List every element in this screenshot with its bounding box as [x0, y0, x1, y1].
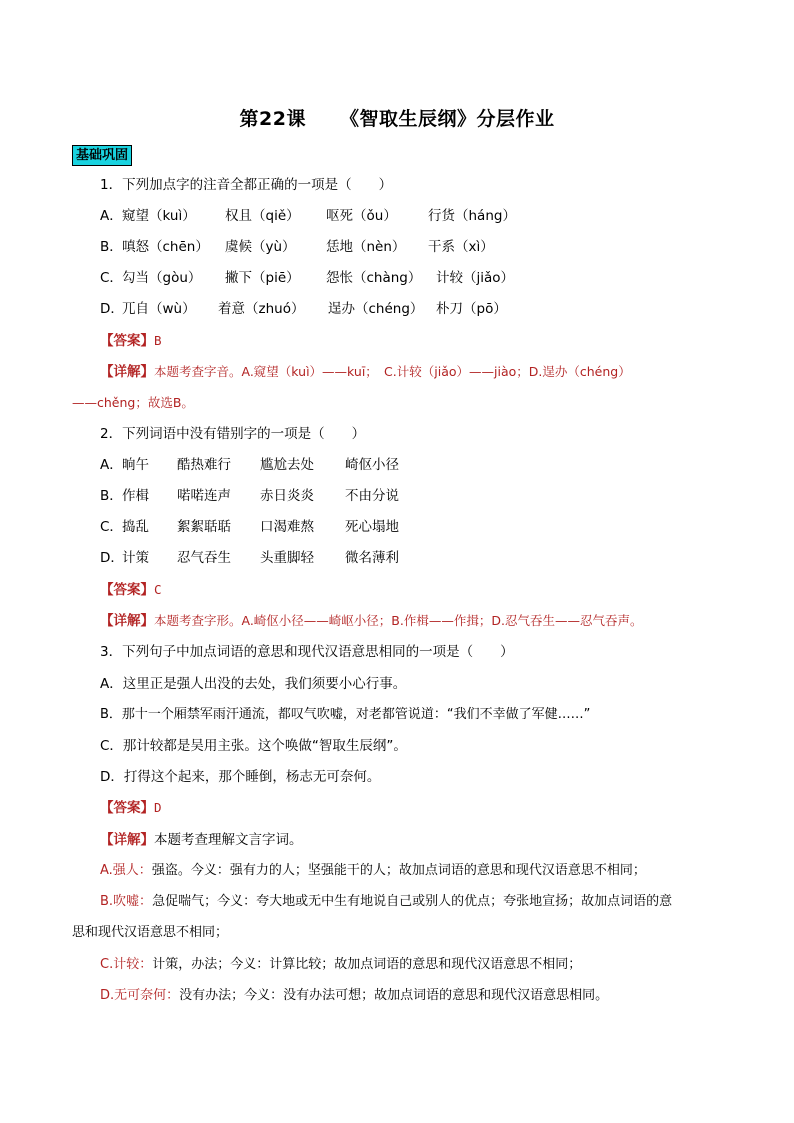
- q1-detail: 【详解】本题考查字音。A.窥望（kuì）——kuī； C.计较（jiǎo）——jiào；D.逞办（chéng）: [100, 364, 631, 380]
- q3-option-d: D．打得这个起来，那个睡倒，杨志无可奈何。: [100, 769, 381, 785]
- q1-option-b: B． 嗔怒（chēn） 虞候（yù） 恁地（nèn） 干系（xì）: [100, 239, 494, 255]
- q1-stem: 1．下列加点字的注音全都正确的一项是（ ）: [100, 177, 393, 193]
- q3-stem: 3．下列句子中加点词语的意思和现代汉语意思相同的一项是（ ）: [100, 644, 514, 660]
- q3-explain-a: A.强人：强盗。今义：强有力的人；坚强能干的人；故加点词语的意思和现代汉语意思不相同；: [100, 863, 646, 878]
- q2-option-a: A． 晌午 酷热难行 尴尬去处 崎伛小径: [100, 457, 399, 473]
- q3-answer: 【答案】D: [100, 800, 162, 816]
- lesson-number: 第22课: [239, 108, 306, 130]
- q3-option-b: B．那十一个厢禁军雨汗通流，都叹气吹嘘，对老都管说道：“我们不幸做了军健……”: [100, 707, 591, 722]
- q2-option-c: C． 捣乱 絮絮聒聒 口渴难熬 死心塌地: [100, 519, 399, 535]
- q1-option-c: C． 勾当（gòu） 撇下（piē） 怨怅（chàng） 计较（jiǎo）: [100, 270, 515, 286]
- lesson-name: 《智取生辰纲》分层作业: [339, 108, 555, 130]
- q3-option-a: A．这里正是强人出没的去处，我们须要小心行事。: [100, 676, 407, 692]
- q3-explain-b-cont: 思和现代汉语意思不相同；: [72, 925, 229, 940]
- q3-explain-d: D.无可奈何：没有办法；今义：没有办法可想；故加点词语的意思和现代汉语意思相同。: [100, 988, 609, 1003]
- q2-answer: 【答案】C: [100, 582, 162, 598]
- section-tag: 基础巩固: [72, 145, 132, 166]
- q3-option-c: C．那计较都是吴用主张。这个唤做“智取生辰纲”。: [100, 738, 407, 754]
- q2-option-d: D． 计策 忍气吞生 头重脚轻 微名薄利: [100, 550, 399, 566]
- q1-answer: 【答案】B: [100, 333, 162, 349]
- page-title: [0, 104, 794, 131]
- q1-option-a: A． 窥望（kuì） 权且（qiě） 呕死（ǒu） 行货（háng）: [100, 208, 516, 224]
- q1-detail-cont: ——chěng；故选B。: [72, 395, 194, 410]
- q2-option-b: B． 作楫 喏喏连声 赤日炎炎 不由分说: [100, 488, 399, 504]
- q3-detail: 【详解】本题考查理解文言字词。: [100, 832, 303, 848]
- q1-option-d: D． 兀自（wù） 着意（zhuó） 逞办（chéng） 朴刀（pō）: [100, 301, 507, 317]
- q2-detail: 【详解】本题考查字形。A.崎伛小径——崎岖小径；B.作楫——作揖；D.忍气吞生——忍气吞声。: [100, 613, 643, 629]
- q3-explain-c: C.计较：计策，办法；今义：计算比较；故加点词语的意思和现代汉语意思不相同；: [100, 957, 582, 972]
- q2-stem: 2．下列词语中没有错别字的一项是（ ）: [100, 426, 366, 442]
- q3-explain-b: B.吹嘘：急促喘气；今义：夸大地或无中生有地说自己或别人的优点；夸张地宣扬；故加点词语的意: [100, 894, 673, 909]
